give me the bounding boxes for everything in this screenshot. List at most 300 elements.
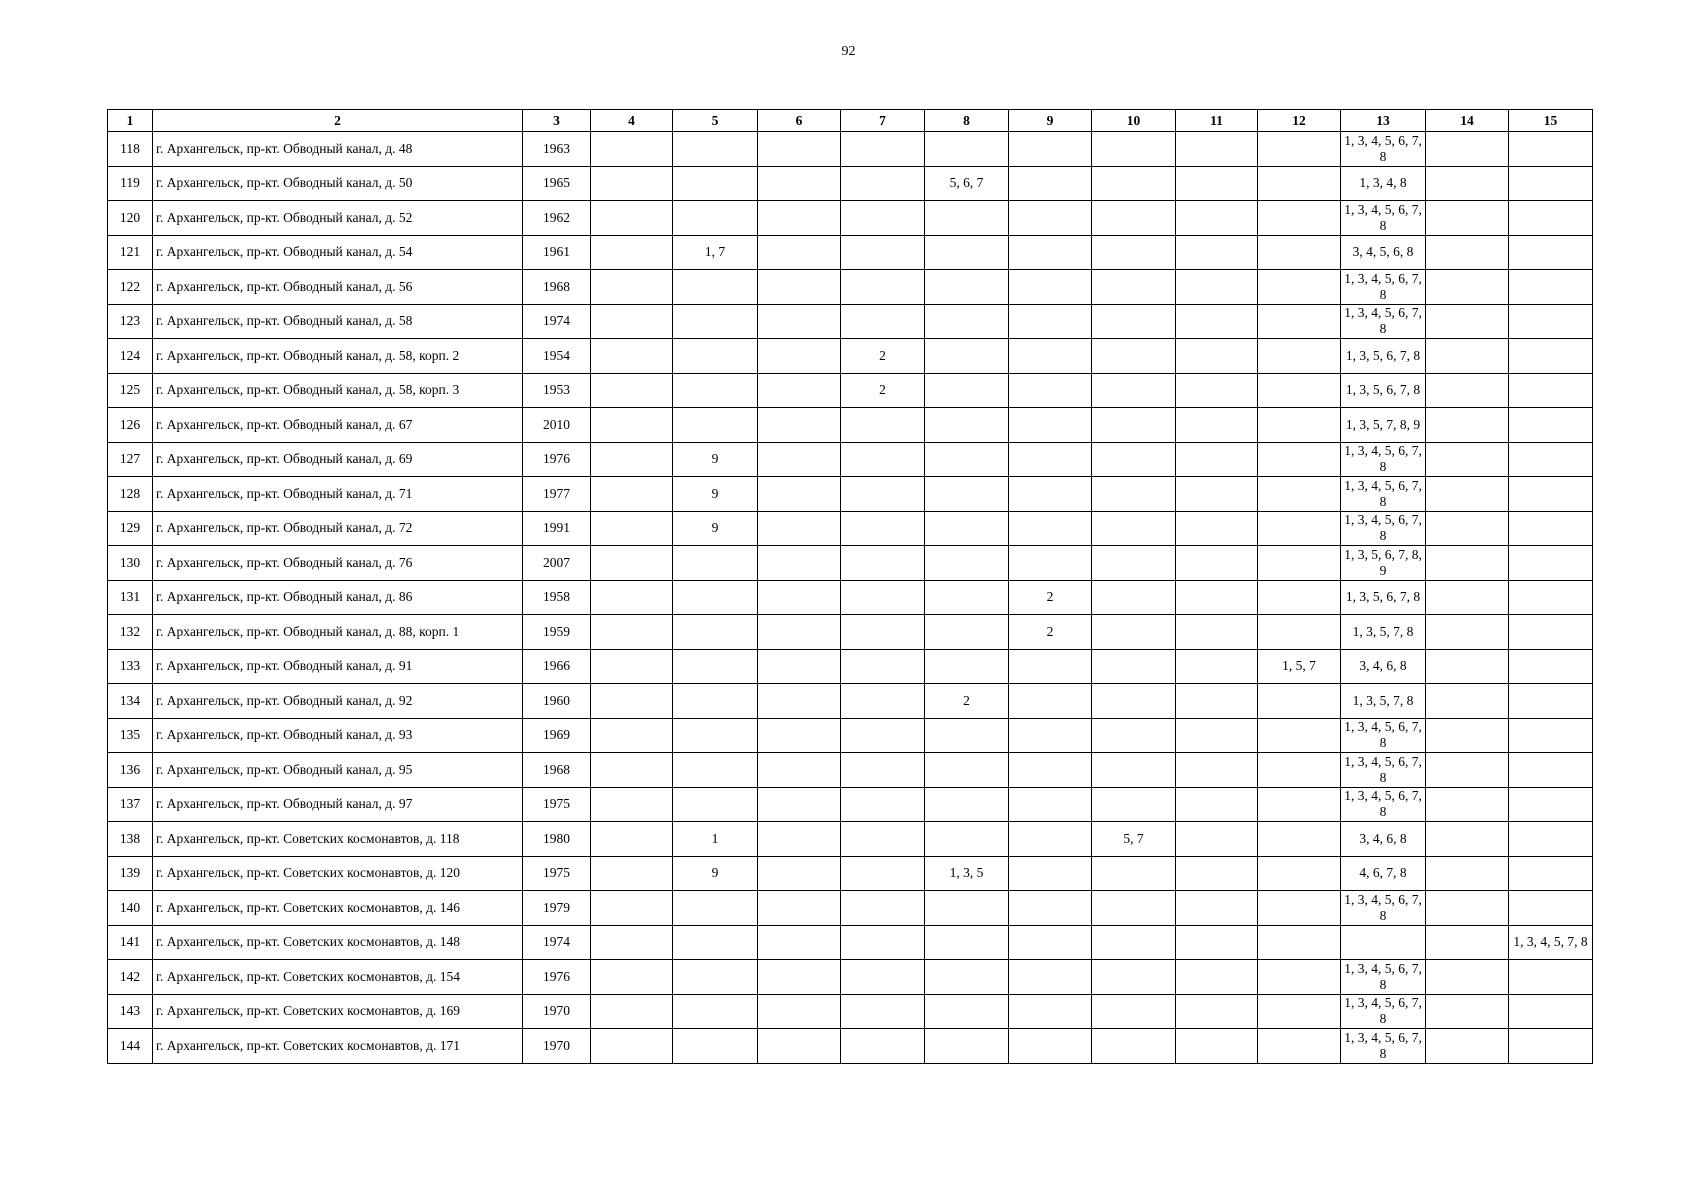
cell-col-4 (591, 408, 673, 443)
cell-col-8: 1, 3, 5 (925, 856, 1009, 891)
cell-col-7 (841, 477, 925, 512)
table-row (108, 960, 1593, 995)
cell-col-14 (1426, 235, 1509, 270)
cell-col-3: 1975 (523, 787, 591, 822)
cell-col-9 (1009, 1029, 1092, 1064)
table-row (108, 649, 1593, 684)
cell-col-13: 1, 3, 4, 5, 6, 7, 8 (1341, 1029, 1426, 1064)
cell-col-5 (673, 201, 758, 236)
column-header-12: 12 (1258, 110, 1341, 132)
cell-col-15 (1509, 408, 1593, 443)
column-header-14: 14 (1426, 110, 1509, 132)
cell-col-7 (841, 1029, 925, 1064)
cell-col-14 (1426, 649, 1509, 684)
cell-col-11 (1176, 339, 1258, 374)
cell-col-10 (1092, 270, 1176, 305)
cell-col-9 (1009, 235, 1092, 270)
cell-col-15 (1509, 787, 1593, 822)
cell-col-13: 1, 3, 4, 5, 6, 7, 8 (1341, 201, 1426, 236)
cell-col-11 (1176, 684, 1258, 719)
cell-col-7 (841, 580, 925, 615)
cell-col-9 (1009, 339, 1092, 374)
cell-col-3: 1976 (523, 442, 591, 477)
table-row (108, 546, 1593, 581)
cell-col-2: г. Архангельск, пр-кт. Обводный канал, д. 91 (153, 649, 523, 684)
cell-col-7 (841, 994, 925, 1029)
cell-col-7 (841, 442, 925, 477)
cell-col-15 (1509, 994, 1593, 1029)
cell-col-10 (1092, 718, 1176, 753)
cell-col-15 (1509, 477, 1593, 512)
table-row (108, 132, 1593, 167)
cell-col-4 (591, 373, 673, 408)
table-header-row (108, 110, 1593, 132)
cell-col-14 (1426, 442, 1509, 477)
cell-col-6 (758, 580, 841, 615)
cell-col-10 (1092, 649, 1176, 684)
cell-col-3: 1977 (523, 477, 591, 512)
cell-col-10 (1092, 787, 1176, 822)
cell-col-13: 1, 3, 5, 6, 7, 8 (1341, 580, 1426, 615)
cell-col-7 (841, 511, 925, 546)
cell-col-5 (673, 546, 758, 581)
cell-col-1: 135 (108, 718, 153, 753)
cell-col-1: 138 (108, 822, 153, 857)
cell-col-13: 1, 3, 4, 5, 6, 7, 8 (1341, 270, 1426, 305)
cell-col-3: 1959 (523, 615, 591, 650)
cell-col-12 (1258, 822, 1341, 857)
cell-col-14 (1426, 580, 1509, 615)
cell-col-4 (591, 615, 673, 650)
column-header-2: 2 (153, 110, 523, 132)
cell-col-6 (758, 925, 841, 960)
cell-col-10 (1092, 477, 1176, 512)
cell-col-10 (1092, 891, 1176, 926)
cell-col-12 (1258, 718, 1341, 753)
cell-col-4 (591, 442, 673, 477)
cell-col-4 (591, 511, 673, 546)
cell-col-9 (1009, 822, 1092, 857)
cell-col-5 (673, 960, 758, 995)
cell-col-2: г. Архангельск, пр-кт. Советских космонавтов, д. 120 (153, 856, 523, 891)
cell-col-2: г. Архангельск, пр-кт. Обводный канал, д. 71 (153, 477, 523, 512)
cell-col-12 (1258, 994, 1341, 1029)
table-row (108, 166, 1593, 201)
cell-col-3: 1975 (523, 856, 591, 891)
cell-col-3: 1960 (523, 684, 591, 719)
cell-col-6 (758, 270, 841, 305)
cell-col-11 (1176, 1029, 1258, 1064)
table-row (108, 615, 1593, 650)
cell-col-8 (925, 511, 1009, 546)
cell-col-14 (1426, 304, 1509, 339)
cell-col-13: 1, 3, 4, 5, 6, 7, 8 (1341, 132, 1426, 167)
cell-col-8 (925, 132, 1009, 167)
cell-col-1: 134 (108, 684, 153, 719)
cell-col-2: г. Архангельск, пр-кт. Советских космонавтов, д. 154 (153, 960, 523, 995)
cell-col-14 (1426, 891, 1509, 926)
cell-col-8 (925, 994, 1009, 1029)
cell-col-1: 140 (108, 891, 153, 926)
cell-col-9 (1009, 477, 1092, 512)
column-header-3: 3 (523, 110, 591, 132)
cell-col-7 (841, 960, 925, 995)
cell-col-5 (673, 615, 758, 650)
cell-col-6 (758, 753, 841, 788)
column-header-8: 8 (925, 110, 1009, 132)
cell-col-8 (925, 718, 1009, 753)
cell-col-5 (673, 684, 758, 719)
cell-col-8 (925, 580, 1009, 615)
cell-col-14 (1426, 960, 1509, 995)
cell-col-12 (1258, 201, 1341, 236)
cell-col-14 (1426, 684, 1509, 719)
cell-col-10 (1092, 304, 1176, 339)
cell-col-12 (1258, 960, 1341, 995)
cell-col-11 (1176, 408, 1258, 443)
cell-col-11 (1176, 511, 1258, 546)
cell-col-11 (1176, 270, 1258, 305)
cell-col-13 (1341, 925, 1426, 960)
cell-col-3: 1991 (523, 511, 591, 546)
cell-col-9 (1009, 718, 1092, 753)
cell-col-6 (758, 442, 841, 477)
cell-col-10 (1092, 1029, 1176, 1064)
table-row (108, 753, 1593, 788)
cell-col-8: 2 (925, 684, 1009, 719)
cell-col-10 (1092, 442, 1176, 477)
cell-col-14 (1426, 546, 1509, 581)
cell-col-10 (1092, 925, 1176, 960)
cell-col-3: 1965 (523, 166, 591, 201)
cell-col-9 (1009, 511, 1092, 546)
cell-col-6 (758, 546, 841, 581)
cell-col-7 (841, 166, 925, 201)
cell-col-7 (841, 718, 925, 753)
cell-col-8 (925, 477, 1009, 512)
cell-col-15 (1509, 442, 1593, 477)
cell-col-4 (591, 856, 673, 891)
cell-col-15 (1509, 1029, 1593, 1064)
cell-col-7 (841, 684, 925, 719)
cell-col-12 (1258, 339, 1341, 374)
cell-col-1: 128 (108, 477, 153, 512)
cell-col-4 (591, 684, 673, 719)
cell-col-7 (841, 787, 925, 822)
cell-col-2: г. Архангельск, пр-кт. Обводный канал, д. 88, корп. 1 (153, 615, 523, 650)
cell-col-6 (758, 408, 841, 443)
cell-col-1: 126 (108, 408, 153, 443)
cell-col-9 (1009, 925, 1092, 960)
cell-col-10 (1092, 960, 1176, 995)
cell-col-7 (841, 753, 925, 788)
table-row (108, 718, 1593, 753)
cell-col-1: 124 (108, 339, 153, 374)
cell-col-12: 1, 5, 7 (1258, 649, 1341, 684)
cell-col-7 (841, 615, 925, 650)
cell-col-4 (591, 822, 673, 857)
cell-col-13: 1, 3, 4, 5, 6, 7, 8 (1341, 442, 1426, 477)
cell-col-8 (925, 891, 1009, 926)
cell-col-6 (758, 615, 841, 650)
cell-col-14 (1426, 166, 1509, 201)
cell-col-2: г. Архангельск, пр-кт. Обводный канал, д. 52 (153, 201, 523, 236)
cell-col-2: г. Архангельск, пр-кт. Обводный канал, д. 93 (153, 718, 523, 753)
cell-col-10 (1092, 373, 1176, 408)
cell-col-11 (1176, 235, 1258, 270)
cell-col-5 (673, 787, 758, 822)
cell-col-12 (1258, 546, 1341, 581)
cell-col-13: 1, 3, 4, 5, 6, 7, 8 (1341, 477, 1426, 512)
cell-col-6 (758, 718, 841, 753)
cell-col-2: г. Архангельск, пр-кт. Советских космонавтов, д. 118 (153, 822, 523, 857)
cell-col-15 (1509, 235, 1593, 270)
cell-col-3: 1968 (523, 753, 591, 788)
table-row (108, 925, 1593, 960)
cell-col-2: г. Архангельск, пр-кт. Обводный канал, д. 97 (153, 787, 523, 822)
column-header-11: 11 (1176, 110, 1258, 132)
cell-col-6 (758, 132, 841, 167)
cell-col-9 (1009, 856, 1092, 891)
cell-col-4 (591, 994, 673, 1029)
cell-col-1: 131 (108, 580, 153, 615)
cell-col-2: г. Архангельск, пр-кт. Советских космонавтов, д. 169 (153, 994, 523, 1029)
cell-col-4 (591, 649, 673, 684)
cell-col-5 (673, 580, 758, 615)
cell-col-13: 1, 3, 4, 5, 6, 7, 8 (1341, 718, 1426, 753)
cell-col-15 (1509, 201, 1593, 236)
cell-col-9 (1009, 753, 1092, 788)
cell-col-1: 133 (108, 649, 153, 684)
cell-col-14 (1426, 339, 1509, 374)
cell-col-6 (758, 511, 841, 546)
cell-col-1: 144 (108, 1029, 153, 1064)
cell-col-6 (758, 201, 841, 236)
cell-col-2: г. Архангельск, пр-кт. Обводный канал, д. 95 (153, 753, 523, 788)
cell-col-13: 3, 4, 6, 8 (1341, 649, 1426, 684)
cell-col-15 (1509, 373, 1593, 408)
table-row (108, 442, 1593, 477)
cell-col-8 (925, 546, 1009, 581)
cell-col-6 (758, 891, 841, 926)
cell-col-12 (1258, 1029, 1341, 1064)
cell-col-13: 1, 3, 5, 7, 8 (1341, 684, 1426, 719)
table-body (108, 132, 1593, 1064)
cell-col-4 (591, 1029, 673, 1064)
cell-col-3: 1979 (523, 891, 591, 926)
cell-col-4 (591, 304, 673, 339)
cell-col-4 (591, 960, 673, 995)
cell-col-4 (591, 477, 673, 512)
cell-col-2: г. Архангельск, пр-кт. Обводный канал, д. 56 (153, 270, 523, 305)
cell-col-4 (591, 787, 673, 822)
cell-col-11 (1176, 166, 1258, 201)
table-row (108, 201, 1593, 236)
cell-col-9: 2 (1009, 580, 1092, 615)
column-header-7: 7 (841, 110, 925, 132)
cell-col-10 (1092, 994, 1176, 1029)
cell-col-2: г. Архангельск, пр-кт. Обводный канал, д. 76 (153, 546, 523, 581)
cell-col-15 (1509, 891, 1593, 926)
cell-col-11 (1176, 925, 1258, 960)
cell-col-5 (673, 994, 758, 1029)
cell-col-8 (925, 442, 1009, 477)
cell-col-4 (591, 753, 673, 788)
cell-col-6 (758, 1029, 841, 1064)
cell-col-4 (591, 235, 673, 270)
cell-col-15 (1509, 132, 1593, 167)
cell-col-13: 1, 3, 5, 6, 7, 8 (1341, 339, 1426, 374)
cell-col-12 (1258, 925, 1341, 960)
cell-col-7 (841, 132, 925, 167)
cell-col-13: 1, 3, 4, 5, 6, 7, 8 (1341, 304, 1426, 339)
column-header-1: 1 (108, 110, 153, 132)
cell-col-12 (1258, 304, 1341, 339)
cell-col-2: г. Архангельск, пр-кт. Обводный канал, д. 50 (153, 166, 523, 201)
table-row (108, 580, 1593, 615)
cell-col-10 (1092, 546, 1176, 581)
cell-col-9 (1009, 546, 1092, 581)
cell-col-3: 1980 (523, 822, 591, 857)
cell-col-12 (1258, 511, 1341, 546)
cell-col-15 (1509, 753, 1593, 788)
cell-col-9 (1009, 891, 1092, 926)
cell-col-9 (1009, 132, 1092, 167)
cell-col-11 (1176, 787, 1258, 822)
cell-col-5 (673, 1029, 758, 1064)
table-row (108, 270, 1593, 305)
cell-col-15: 1, 3, 4, 5, 7, 8 (1509, 925, 1593, 960)
cell-col-10 (1092, 408, 1176, 443)
cell-col-10 (1092, 615, 1176, 650)
cell-col-13: 1, 3, 4, 5, 6, 7, 8 (1341, 753, 1426, 788)
cell-col-8 (925, 235, 1009, 270)
column-header-10: 10 (1092, 110, 1176, 132)
cell-col-7: 2 (841, 339, 925, 374)
cell-col-2: г. Архангельск, пр-кт. Обводный канал, д. 54 (153, 235, 523, 270)
cell-col-4 (591, 201, 673, 236)
cell-col-6 (758, 787, 841, 822)
cell-col-13: 1, 3, 5, 6, 7, 8, 9 (1341, 546, 1426, 581)
cell-col-14 (1426, 1029, 1509, 1064)
table-row (108, 477, 1593, 512)
cell-col-8 (925, 822, 1009, 857)
cell-col-9 (1009, 684, 1092, 719)
cell-col-6 (758, 166, 841, 201)
cell-col-11 (1176, 822, 1258, 857)
cell-col-14 (1426, 925, 1509, 960)
cell-col-5: 1 (673, 822, 758, 857)
cell-col-8 (925, 201, 1009, 236)
cell-col-8 (925, 304, 1009, 339)
cell-col-2: г. Архангельск, пр-кт. Обводный канал, д. 92 (153, 684, 523, 719)
column-header-9: 9 (1009, 110, 1092, 132)
cell-col-6 (758, 339, 841, 374)
cell-col-3: 1974 (523, 304, 591, 339)
cell-col-10 (1092, 753, 1176, 788)
cell-col-15 (1509, 546, 1593, 581)
cell-col-2: г. Архангельск, пр-кт. Обводный канал, д. 58, корп. 3 (153, 373, 523, 408)
cell-col-14 (1426, 132, 1509, 167)
cell-col-2: г. Архангельск, пр-кт. Обводный канал, д. 48 (153, 132, 523, 167)
cell-col-5: 9 (673, 511, 758, 546)
cell-col-3: 1953 (523, 373, 591, 408)
cell-col-1: 129 (108, 511, 153, 546)
cell-col-6 (758, 477, 841, 512)
table-row (108, 856, 1593, 891)
cell-col-2: г. Архангельск, пр-кт. Обводный канал, д. 58, корп. 2 (153, 339, 523, 374)
cell-col-11 (1176, 960, 1258, 995)
cell-col-12 (1258, 753, 1341, 788)
cell-col-10 (1092, 132, 1176, 167)
cell-col-15 (1509, 270, 1593, 305)
cell-col-3: 1954 (523, 339, 591, 374)
cell-col-5 (673, 373, 758, 408)
cell-col-8 (925, 787, 1009, 822)
cell-col-11 (1176, 718, 1258, 753)
cell-col-6 (758, 960, 841, 995)
cell-col-7 (841, 408, 925, 443)
cell-col-9 (1009, 304, 1092, 339)
cell-col-13: 1, 3, 4, 5, 6, 7, 8 (1341, 960, 1426, 995)
cell-col-11 (1176, 546, 1258, 581)
column-header-15: 15 (1509, 110, 1593, 132)
cell-col-5: 9 (673, 442, 758, 477)
cell-col-3: 1968 (523, 270, 591, 305)
cell-col-11 (1176, 442, 1258, 477)
cell-col-9 (1009, 960, 1092, 995)
column-header-5: 5 (673, 110, 758, 132)
cell-col-5 (673, 132, 758, 167)
cell-col-14 (1426, 753, 1509, 788)
cell-col-12 (1258, 787, 1341, 822)
cell-col-2: г. Архангельск, пр-кт. Обводный канал, д. 72 (153, 511, 523, 546)
cell-col-12 (1258, 477, 1341, 512)
cell-col-9 (1009, 373, 1092, 408)
cell-col-1: 137 (108, 787, 153, 822)
table-row (108, 1029, 1593, 1064)
cell-col-8: 5, 6, 7 (925, 166, 1009, 201)
column-header-6: 6 (758, 110, 841, 132)
cell-col-1: 132 (108, 615, 153, 650)
cell-col-4 (591, 718, 673, 753)
cell-col-4 (591, 580, 673, 615)
cell-col-14 (1426, 511, 1509, 546)
cell-col-1: 142 (108, 960, 153, 995)
cell-col-3: 1963 (523, 132, 591, 167)
cell-col-8 (925, 753, 1009, 788)
cell-col-6 (758, 856, 841, 891)
cell-col-2: г. Архангельск, пр-кт. Советских космонавтов, д. 148 (153, 925, 523, 960)
cell-col-11 (1176, 856, 1258, 891)
cell-col-4 (591, 270, 673, 305)
cell-col-11 (1176, 891, 1258, 926)
cell-col-11 (1176, 477, 1258, 512)
cell-col-5 (673, 304, 758, 339)
cell-col-7: 2 (841, 373, 925, 408)
cell-col-11 (1176, 615, 1258, 650)
cell-col-11 (1176, 132, 1258, 167)
cell-col-10 (1092, 684, 1176, 719)
cell-col-6 (758, 684, 841, 719)
cell-col-7 (841, 649, 925, 684)
cell-col-2: г. Архангельск, пр-кт. Обводный канал, д. 58 (153, 304, 523, 339)
cell-col-7 (841, 201, 925, 236)
cell-col-2: г. Архангельск, пр-кт. Обводный канал, д. 69 (153, 442, 523, 477)
cell-col-5 (673, 718, 758, 753)
column-header-13: 13 (1341, 110, 1426, 132)
table-row (108, 235, 1593, 270)
